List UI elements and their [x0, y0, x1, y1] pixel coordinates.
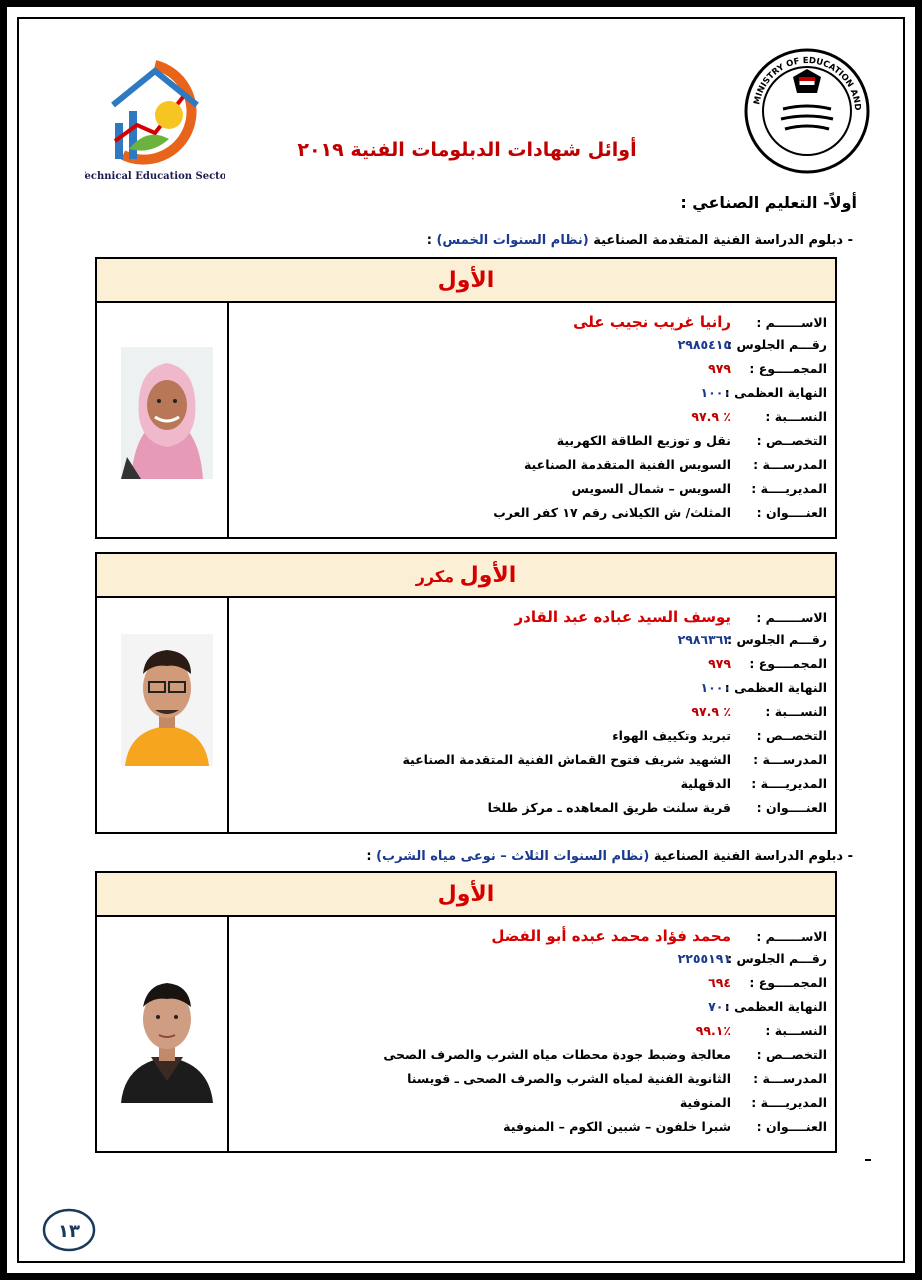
total-label: المجمــــوع :: [749, 361, 827, 376]
school: السويس الفنية المتقدمة الصناعية: [523, 457, 731, 472]
percentage: ٪ ٩٧.٩: [691, 409, 731, 424]
school-label: المدرســـة :: [753, 752, 827, 767]
name-label: الاســــــم :: [756, 928, 827, 944]
subsection-highlight: (نظام السنوات الخمس): [436, 233, 589, 248]
seat-label: رقـــم الجلوس :: [727, 951, 827, 966]
max-label: النهاية العظمى :: [724, 680, 827, 695]
total-label: المجمــــوع :: [749, 656, 827, 671]
address-label: العنــــوان :: [756, 505, 827, 520]
student-info: [229, 598, 835, 834]
max-score: ٧٠٠: [708, 999, 731, 1014]
subsection-heading: [427, 233, 853, 248]
directorate-label: المديريــــة :: [751, 776, 827, 791]
address: المثلث/ ش الكيلانى رقم ١٧ كفر العرب: [493, 505, 731, 520]
max-score: ١٠٠٠: [700, 680, 731, 695]
student-card: [95, 257, 837, 539]
percent-label: النســـبة :: [765, 409, 827, 424]
student-name: يوسف السيد عباده عبد القادر: [514, 608, 731, 626]
student-card: [95, 871, 837, 1153]
specialty-label: التخصــص :: [756, 728, 827, 743]
page-title: أوائل شهادات الدبلومات الفنية ٢٠١٩: [297, 139, 637, 161]
ministry-seal-logo: [743, 47, 871, 175]
percentage: ٪ ٩٧.٩: [691, 704, 731, 719]
subsection-prefix: - دبلوم الدراسة الفنية المتقدمة الصناعية: [588, 233, 853, 248]
directorate-label: المديريــــة :: [751, 481, 827, 496]
percent-label: النســـبة :: [765, 1023, 827, 1038]
rank-label: الأول مكرر: [415, 562, 517, 588]
name-label: الاســــــم :: [756, 609, 827, 625]
seat-number: ٢٩٨٥٤١٥: [677, 337, 731, 352]
total-score: ٩٧٩: [708, 656, 731, 671]
student-photo: [121, 971, 213, 1103]
student-info: [229, 917, 835, 1153]
percentage: ٪٩٩.١: [695, 1023, 731, 1038]
student-photo: [121, 634, 213, 766]
directorate: الدقهلية: [680, 776, 731, 791]
logo-caption: Technical Education Sector: [85, 171, 225, 182]
page: [7, 7, 915, 1273]
photo-cell: [97, 598, 229, 834]
address: قرية سلنت طريق المعاهده ـ مركز طلخا: [487, 800, 731, 815]
max-score: ١٠٠٠: [700, 385, 731, 400]
student-card: [95, 552, 837, 834]
specialty-label: التخصــص :: [756, 1047, 827, 1062]
page-number: [41, 1207, 97, 1253]
percent-label: النســـبة :: [765, 704, 827, 719]
subsection-suffix: :: [426, 233, 437, 248]
name-label: الاســــــم :: [756, 314, 827, 330]
total-label: المجمــــوع :: [749, 975, 827, 990]
seat-number: ٢٩٨٦٣٦٢: [677, 632, 731, 647]
card-header: [97, 873, 835, 917]
page-number-text: ١٣: [58, 1221, 80, 1242]
student-name: محمد فؤاد محمد عبده أبو الفضل: [491, 927, 731, 945]
total-score: ٦٩٤: [708, 975, 731, 990]
directorate: السويس – شمال السويس: [571, 481, 731, 496]
subsection-heading: [366, 849, 853, 864]
student-photo: [121, 347, 213, 479]
school-label: المدرســـة :: [753, 1071, 827, 1086]
max-label: النهاية العظمى :: [724, 385, 827, 400]
school: الشهيد شريف فتوح القماش الفنية المتقدمة الصناعية: [402, 752, 731, 767]
specialty: معالجة وضبط جودة محطات مياه الشرب والصرف الصحى: [383, 1047, 731, 1062]
seal-text: MINISTRY OF EDUCATION AND: [752, 55, 863, 111]
photo-cell: [97, 303, 229, 539]
card-header: [97, 554, 835, 598]
max-label: النهاية العظمى :: [724, 999, 827, 1014]
student-name: رانيا غريب نجيب على: [573, 313, 731, 331]
card-header: [97, 259, 835, 303]
address-label: العنــــوان :: [756, 1119, 827, 1134]
seat-label: رقـــم الجلوس :: [727, 632, 827, 647]
school: الثانوية الفنية لمياه الشرب والصرف الصحى ـ قويسنا: [407, 1071, 731, 1086]
seat-number: ٢٢٥٥١٩١: [677, 951, 731, 966]
seat-label: رقـــم الجلوس :: [727, 337, 827, 352]
divider-mark: [865, 1159, 871, 1161]
directorate: المنوفية: [679, 1095, 731, 1110]
rank-label: الأول: [437, 881, 495, 907]
subsection-prefix: - دبلوم الدراسة الفنية الصناعية: [649, 849, 853, 864]
rank-label: الأول: [437, 267, 495, 293]
section-heading: أولاً- التعليم الصناعي :: [680, 193, 857, 212]
student-info: [229, 303, 835, 539]
directorate-label: المديريــــة :: [751, 1095, 827, 1110]
address: شبرا خلفون – شبين الكوم – المنوفية: [503, 1119, 731, 1134]
address-label: العنــــوان :: [756, 800, 827, 815]
photo-cell: [97, 917, 229, 1153]
school-label: المدرســـة :: [753, 457, 827, 472]
specialty-label: التخصــص :: [756, 433, 827, 448]
subsection-highlight: (نظام السنوات الثلاث – نوعى مياه الشرب): [376, 849, 650, 864]
subsection-suffix: :: [366, 849, 377, 864]
total-score: ٩٧٩: [708, 361, 731, 376]
specialty: تبريد وتكييف الهواء: [612, 728, 731, 743]
specialty: نقل و توزيع الطاقة الكهربية: [556, 433, 731, 448]
technical-education-logo: [85, 45, 225, 185]
